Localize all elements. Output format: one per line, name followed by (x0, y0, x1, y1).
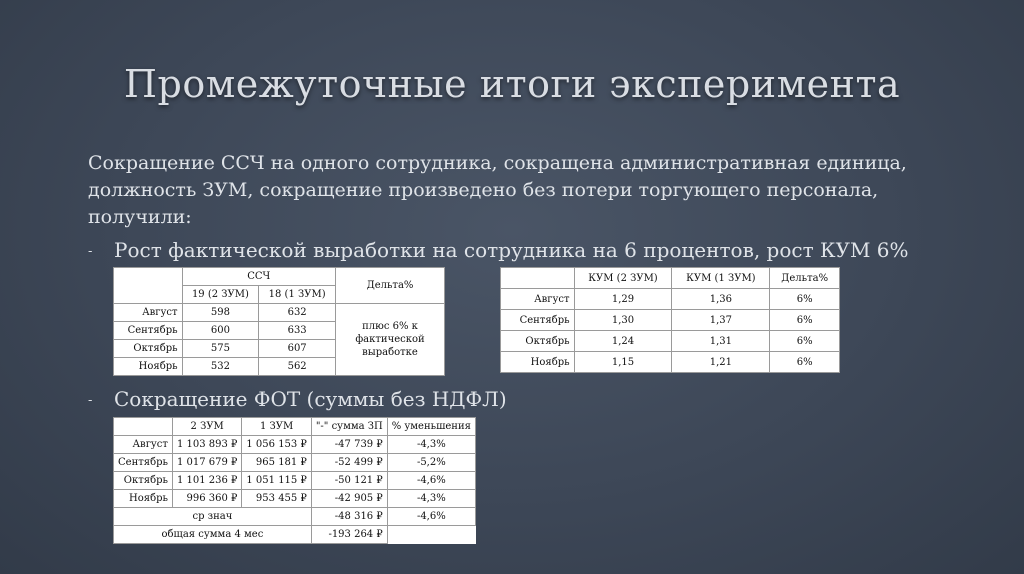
table-cell: Август (114, 304, 183, 322)
table-row (501, 331, 840, 352)
table-cell: 1 051 115 ₽ (242, 472, 311, 490)
table-row (501, 289, 840, 310)
table-cell: 965 181 ₽ (242, 454, 311, 472)
table-row (501, 310, 840, 331)
table-cell: -47 739 ₽ (311, 436, 387, 454)
avg-percent: -4,6% (387, 508, 475, 526)
table-cell: -5,2% (387, 454, 475, 472)
table-header (501, 268, 575, 289)
table-cell: 1,15 (574, 352, 672, 373)
total-sum: -193 264 ₽ (311, 526, 387, 544)
table-cell: 1,37 (672, 310, 770, 331)
table-cell: -50 121 ₽ (311, 472, 387, 490)
table-row (114, 454, 476, 472)
table-row (114, 436, 476, 454)
table-cell: Ноябрь (501, 352, 575, 373)
table-cell: 953 455 ₽ (242, 490, 311, 508)
table-cell (387, 526, 475, 544)
table-cell: 1 103 893 ₽ (172, 436, 241, 454)
table-cell: 6% (770, 289, 840, 310)
table-header: 1 ЗУМ (242, 418, 311, 436)
table-cell: 1,30 (574, 310, 672, 331)
table-cell: 6% (770, 331, 840, 352)
table-cell: 1 056 153 ₽ (242, 436, 311, 454)
table-cell: Сентябрь (114, 454, 173, 472)
table-cell (114, 268, 183, 304)
table-cell: -4,3% (387, 436, 475, 454)
table-cell: 6% (770, 352, 840, 373)
table-cell: 607 (259, 340, 336, 358)
bullet-text: Сокращение ФОТ (суммы без НДФЛ) (114, 387, 507, 411)
table-cell: 1 101 236 ₽ (172, 472, 241, 490)
table-cell: -42 905 ₽ (311, 490, 387, 508)
table-header: КУМ (2 ЗУМ) (574, 268, 672, 289)
slide-title: Промежуточные итоги эксперимента (123, 62, 901, 106)
bullet-kpi-growth (88, 238, 909, 262)
table-cell: 532 (182, 358, 259, 376)
table-header (114, 418, 173, 436)
table-cell: 600 (182, 322, 259, 340)
table-cell: Ноябрь (114, 490, 173, 508)
table-header: Дельта% (336, 268, 445, 304)
bullet-marker: - (88, 393, 93, 408)
delta-note: плюс 6% к фактической выработке (336, 304, 445, 376)
table-header: Дельта% (770, 268, 840, 289)
table-cell: -4,3% (387, 490, 475, 508)
table-kum (500, 267, 840, 373)
table-cell: 575 (182, 340, 259, 358)
table-header: 18 (1 ЗУМ) (259, 286, 336, 304)
table-cell: Август (114, 436, 173, 454)
table-cell: 1,21 (672, 352, 770, 373)
table-cell: Август (501, 289, 575, 310)
table-ssch (113, 267, 445, 376)
table-cell: 1,29 (574, 289, 672, 310)
table-cell: 1,36 (672, 289, 770, 310)
table-row (114, 472, 476, 490)
table-cell: 1 017 679 ₽ (172, 454, 241, 472)
avg-sum: -48 316 ₽ (311, 508, 387, 526)
table-header: ССЧ (182, 268, 335, 286)
table-cell: 598 (182, 304, 259, 322)
table-cell: Октябрь (501, 331, 575, 352)
table-header: "-" сумма ЗП (311, 418, 387, 436)
table-cell: -4,6% (387, 472, 475, 490)
table-cell: 633 (259, 322, 336, 340)
table-cell: -52 499 ₽ (311, 454, 387, 472)
table-cell: 1,24 (574, 331, 672, 352)
table-row (114, 304, 445, 322)
table-cell: 6% (770, 310, 840, 331)
table-header: 19 (2 ЗУМ) (182, 286, 259, 304)
table-row-total (114, 526, 476, 544)
table-cell: 1,31 (672, 331, 770, 352)
table-row-average (114, 508, 476, 526)
intro-paragraph: Сокращение ССЧ на одного сотрудника, сокращена административная единица, должность ЗУМ, сокращение произведено без потери торгующего персонала, получили: (88, 152, 907, 228)
table-row (501, 352, 840, 373)
table-cell: Сентябрь (114, 322, 183, 340)
total-label: общая сумма 4 мес (114, 526, 312, 544)
table-cell: Ноябрь (114, 358, 183, 376)
bullet-marker: - (88, 244, 93, 259)
table-cell: 562 (259, 358, 336, 376)
bullet-text: Рост фактической выработки на сотрудника на 6 процентов, рост КУМ 6% (114, 238, 909, 262)
table-header: КУМ (1 ЗУМ) (672, 268, 770, 289)
table-row (114, 490, 476, 508)
table-payroll (113, 417, 476, 544)
table-header: 2 ЗУМ (172, 418, 241, 436)
table-cell: Сентябрь (501, 310, 575, 331)
table-cell: Октябрь (114, 340, 183, 358)
bullet-payroll-reduction (88, 387, 507, 411)
table-cell: 632 (259, 304, 336, 322)
table-cell: Октябрь (114, 472, 173, 490)
avg-label: ср знач (114, 508, 312, 526)
table-header: % уменьшения (387, 418, 475, 436)
table-cell: 996 360 ₽ (172, 490, 241, 508)
